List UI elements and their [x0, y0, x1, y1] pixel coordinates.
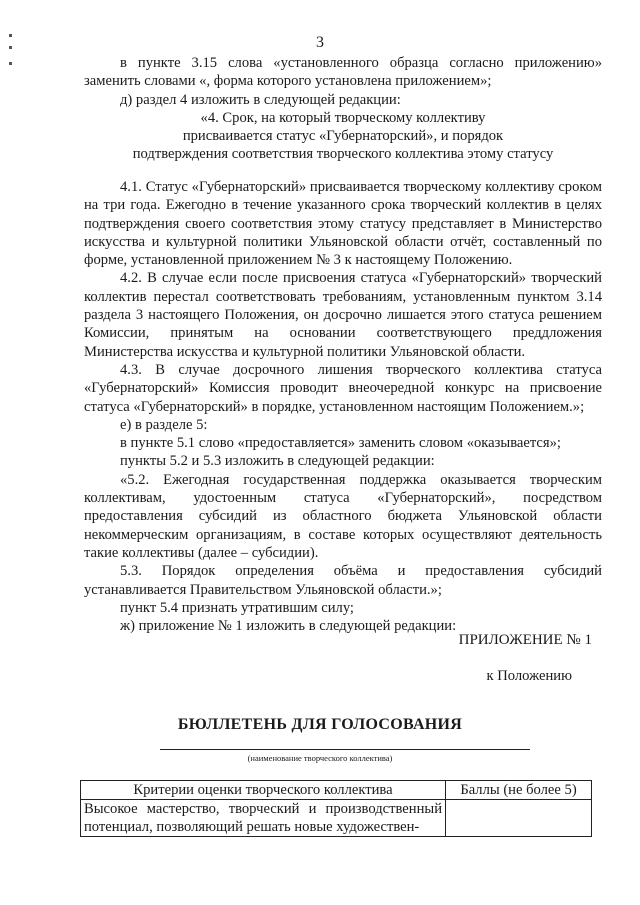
paragraph: в пункте 5.1 слово «предоставляется» заменить словом «оказывается»; [120, 435, 561, 452]
table-row [81, 800, 592, 837]
margin-mark [9, 62, 12, 65]
paragraph: ж) приложение № 1 изложить в следующей редакции: [120, 618, 457, 635]
name-underline [160, 749, 530, 750]
ballot-title: БЮЛЛЕТЕНЬ ДЛЯ ГОЛОСОВАНИЯ [177, 716, 463, 733]
paragraph: пункты 5.2 и 5.3 изложить в следующей редакции: [120, 453, 435, 470]
table-cell-criterion: Высокое мастерство, творческий и производственный потенциал, позволяющий решать новые художествен- [81, 800, 446, 837]
table-header-criteria: Критерии оценки творческого коллектива [81, 781, 446, 800]
body-text-main [84, 178, 602, 635]
paragraph-4-2: 4.2. В случае если после присвоения статуса «Губернаторский» творческий коллектив перестал соответствовать требованиям, установленным пунктом 3.14 раздела 3 настоящего Положения, он досрочно лишается этого статуса решением Комиссии, принятым на основании соответствующего преддложения Министерства искусства и культурной политики Ульяновской области. [84, 270, 602, 360]
ballot-caption: (наименование творческого коллектива) [247, 753, 393, 763]
table-cell-score[interactable] [446, 800, 592, 837]
paragraph-5-3: 5.3. Порядок определения объёма и предоставления субсидий устанавливается Правительством Ульяновской области.»; [84, 563, 602, 598]
paragraph: е) в разделе 5: [120, 416, 208, 433]
page-number: 3 [316, 34, 324, 51]
paragraph-4-3: 4.3. В случае досрочного лишения творческого коллектива статуса «Губернаторский» Комиссия проводит внеочередной конкурс на присвоение статуса «Губернаторский» в порядке, установленном настоящим Положением.»; [84, 361, 602, 415]
paragraph: пункт 5.4 признать утратившим силу; [120, 599, 354, 616]
appendix-label: ПРИЛОЖЕНИЕ № 1 [458, 632, 592, 648]
table-header-row [81, 781, 592, 800]
section-heading-line: присваивается статус «Губернаторский», и порядок [182, 128, 504, 145]
table-header-score: Баллы (не более 5) [446, 781, 592, 800]
criteria-table [80, 780, 592, 837]
section-heading-line: «4. Срок, на который творческому коллективу [200, 109, 486, 126]
appendix-sub: к Положению [486, 668, 572, 684]
paragraph: д) раздел 4 изложить в следующей редакции: [120, 91, 401, 108]
paragraph: в пункте 3.15 слова «установленного образца согласно приложению» заменить словами «, форма которого установлена приложением»; [84, 55, 602, 90]
paragraph-5-2: «5.2. Ежегодная государственная поддержка оказывается творческим коллективам, удостоенным статуса «Губернаторский», посредством предоставления субсидий из областного бюджета Ульяновской области некоммерческим организациям, в составе которых осуществляют деятельность такие коллективы (далее – субсидии). [84, 471, 602, 561]
paragraph-4-1: 4.1. Статус «Губернаторский» присваивается творческому коллективу сроком на три года. Ежегодно в течение указанного срока творческий коллектив в целях подтверждения своего соответствия этому статусу представляет в Министерство искусства и культурной политики Ульяновской области отчёт, составленный по форме, установленной приложением № 3 к настоящему Положению. [84, 179, 602, 269]
section-heading-line: подтверждения соответствия творческого коллектива этому статусу [132, 146, 554, 163]
body-text-top [84, 54, 602, 164]
